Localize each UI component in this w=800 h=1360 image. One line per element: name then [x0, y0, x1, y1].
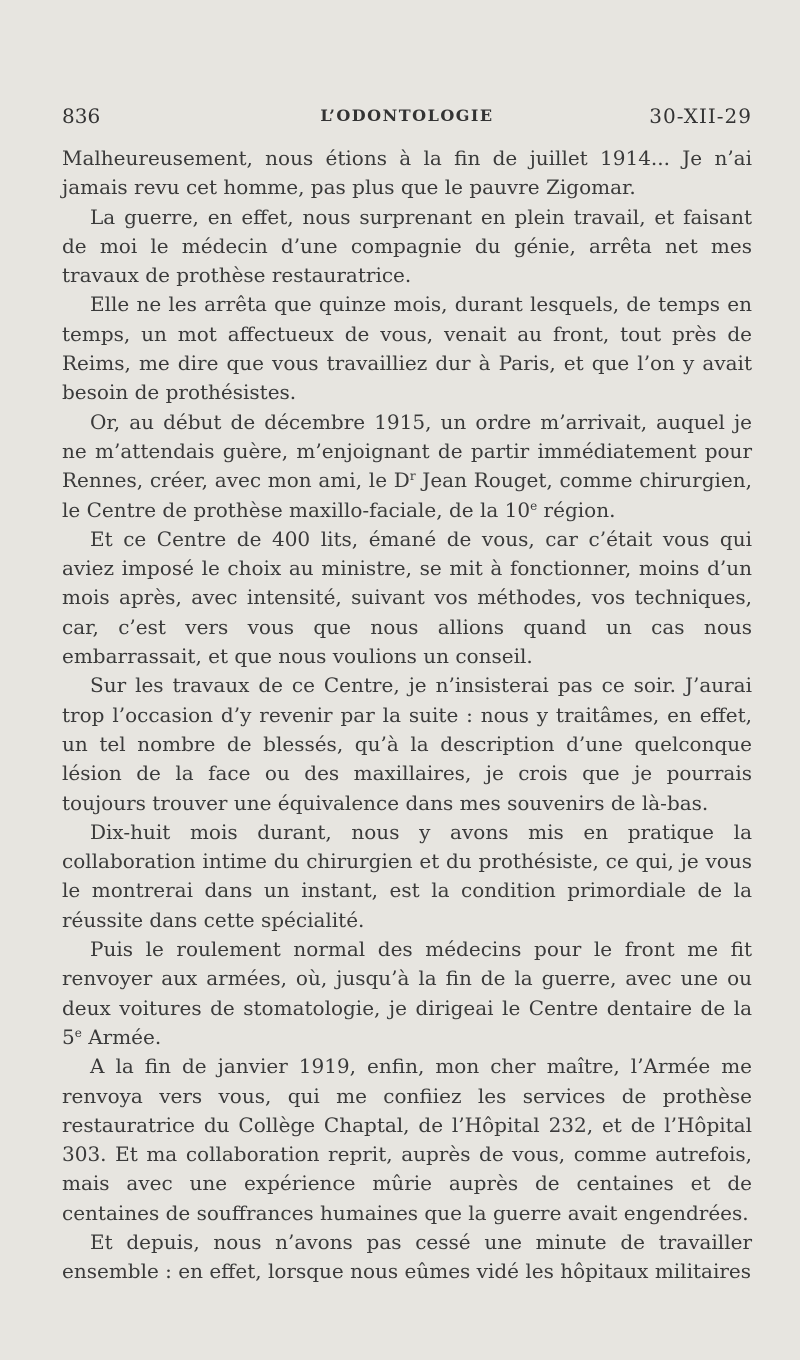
- paragraph-4: Or, au début de décembre 1915, un ordre m’arrivait, auquel je ne m’attendais guère, m’enjoignant de partir immédiatement pour Rennes, créer, avec mon ami, le $D^r$ Jean Rouget, comme chirurgien, le Centre de prothèse maxillo-faciale, de la 10e région.: [62, 409, 752, 522]
- paragraph-7: Dix-huit mois durant, nous y avons mis en pratique la collaboration intime du chirurgien et du prothésiste, ce qui, je vous le montrerai dans un instant, est la condition primordiale de la réussite dans cette spécialité.: [62, 819, 752, 932]
- running-header: [62, 104, 752, 134]
- paragraph-8: Puis le roulement normal des médecins pour le front me fit renvoyer aux armées, où, jusqu’à la fin de la guerre, avec une ou deux voitures de stomatologie, je dirigeai le Centre dentaire de la 5e Armée.: [62, 937, 752, 1049]
- paragraph-5: Et ce Centre de 400 lits, émané de vous, car c’était vous qui aviez imposé le choix au ministre, se mit à fonctionner, moins d’un mois après, avec intensité, suivant vos méthodes, vos techniques, car, c’est vers vous que nous allions quand un cas nous embarrassait, et que nous voulions un conseil.: [62, 526, 752, 669]
- issue-date: 30-XII-29: [649, 104, 752, 128]
- paragraph-9: A la fin de janvier 1919, enfin, mon cher maître, l’Armée me renvoya vers vous, qui me confiiez les services de prothèse restauratrice du Collège Chaptal, de l’Hôpital 232, et de l’Hôpital 303. Et ma collaboration reprit, auprès de vous, comme autrefois, mais avec une expérience mûrie auprès de centaines et de centaines de souffrances humaines que la guerre avait engendrées.: [62, 1054, 752, 1225]
- superscript: e: [74, 1025, 82, 1040]
- body-text: [62, 144, 752, 1287]
- superscript: e: [530, 498, 538, 513]
- paragraph-10: Et depuis, nous n’avons pas cessé une minute de travailler ensemble : en effet, lorsque nous eûmes vidé les hôpitaux militaires: [62, 1229, 752, 1284]
- paragraph-2: La guerre, en effet, nous surprenant en plein travail, et faisant de moi le médecin d’une compagnie du génie, arrêta net mes travaux de prothèse restauratrice.: [62, 204, 752, 288]
- journal-title: L’ODONTOLOGIE: [320, 106, 494, 125]
- paragraph-3: Elle ne les arrêta que quinze mois, durant lesquels, de temps en temps, un mot affectueux de vous, venait au front, tout près de Reims, me dire que vous travailliez dur à Paris, et que l’on y avait besoin de prothésistes.: [62, 292, 752, 405]
- paragraph-6: Sur les travaux de ce Centre, je n’insisterai pas ce soir. J’aurai trop l’occasion d’y revenir par la suite : nous y traitâmes, en effet, un tel nombre de blessés, qu’à la description d’une quelconque lésion de la face ou des maxillaires, je crois que je pourrais toujours trouver une équivalence dans mes souvenirs de là-bas.: [62, 673, 752, 815]
- paragraph-1: Malheureusement, nous étions à la fin de juillet 1914... Je n’ai jamais revu cet homme, pas plus que le pauvre Zigomar.: [62, 146, 752, 200]
- superscript: r: [409, 469, 416, 484]
- page-number: 836: [62, 104, 101, 128]
